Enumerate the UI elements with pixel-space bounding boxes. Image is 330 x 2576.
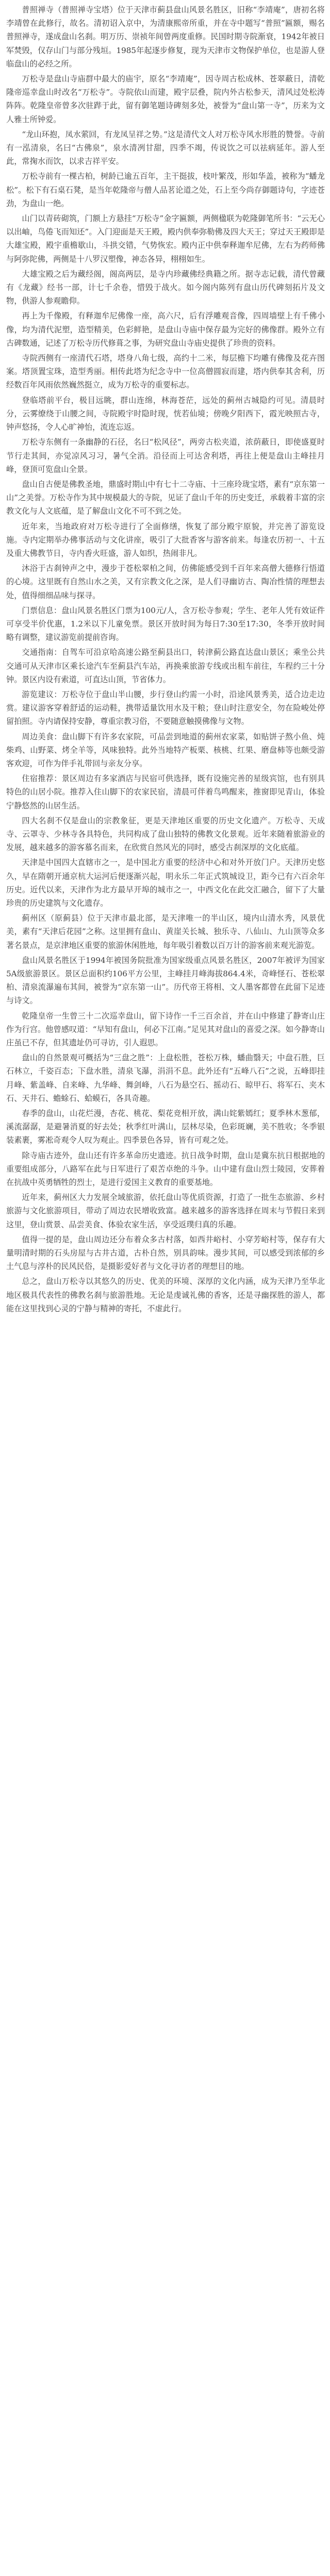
paragraph: 万松寺是盘山寺庙群中最大的庙宇，原名“李靖庵”，因寺周古松成林、苍翠蔽日，清乾隆帝巡幸盘山时改名“万松寺”。寺院依山而建，殿宇层叠，院内外古松参天，清风过处松涛阵阵。乾隆皇帝曾多次驻跸于此，留有御笔题诗碑刻多处，被誉为“盘山第一寺”，历来为文人雅士所钟爱。 <box>6 74 325 124</box>
paragraph: 寺院西侧有一座清代石塔，塔身八角七级，高约十二米，每层檐下均雕有佛像及花卉图案。塔顶置宝珠，造型秀丽。相传此塔为纪念寺中一位高僧圆寂而建，塔内供奉其舍利，历经数百年风雨依然巍然挺立，成为万松寺的重要标志。 <box>6 353 325 390</box>
paragraph: 四大名刹不仅是盘山的宗教象征，更是天津地区重要的历史文化遗产。万松寺、天成寺、云罩寺、少林寺各具特色，共同构成了盘山独特的佛教文化景观。近年来随着旅游业的发展，越来越多的游客慕名而来，在欣赏自然风光的同时，感受古刹深厚的文化底蕴。 <box>6 816 325 853</box>
paragraph: 沐浴于古刹钟声之中，漫步于苍松翠柏之间，仿佛能感受到千百年来高僧大德修行悟道的心境。这里既有自然山水之美，又有宗教文化之深，是人们寻幽访古、陶冶性情的理想去处，值得细细品味与探寻。 <box>6 564 325 600</box>
paragraph: 万松寺东侧有一条幽静的石径，名曰“松风径”，两旁古松夹道，浓荫蔽日，即使盛夏时节行走其间，亦觉凉风习习，暑气全消。沿径而上可达舍利塔，再往上便是盘山主峰挂月峰，登顶可览盘山全景。 <box>6 437 325 474</box>
paragraph: 万松寺前有一棵古柏，树龄已逾五百年，主干挺拔，枝叶繁茂，形如华盖，被称为“蟠龙松”。松下有石桌石凳，是当年乾隆帝与僧人品茗论道之处，石上至今尚存御题诗句，字迹苍劲，为盘山一绝。 <box>6 172 325 208</box>
paragraph: 门票信息：盘山风景名胜区门票为100元/人，含万松寺参观；学生、老年人凭有效证件可享受半价优惠，1.2米以下儿童免票。景区开放时间为每日7:30至17:30，冬季开放时间略有调整，建议游览前提前咨询。 <box>6 605 325 642</box>
paragraph: 盘山的自然景观可概括为“三盘之胜”：上盘松胜，苍松万株，蟠曲翳天；中盘石胜，巨石林立，千姿百态；下盘水胜，清泉飞瀑，涓涓不息。此外还有“五峰八石”之说，五峰即挂月峰、紫盖峰、自来峰、九华峰、舞剑峰，八石为悬空石、摇动石、晾甲石、将军石、夹木石、天井石、蟾蜍石、蛤蟆石，各具奇趣。 <box>6 1053 325 1103</box>
paragraph: 盘山自古便是佛教圣地，鼎盛时期山中有七十二寺庙、十三座玲珑宝塔，素有“京东第一山”之美誉。万松寺作为其中规模最大的寺院，见证了盘山千年的历史变迁，承载着丰富的宗教文化与人文底蕴，是了解盘山文化不可不到之处。 <box>6 479 325 516</box>
paragraph: 近年来，当地政府对万松寺进行了全面修缮，恢复了部分殿宇原貌，并完善了游览设施。寺内定期举办佛事活动与文化讲座，吸引了大批香客与游客前来。每逢农历初一、十五及重大佛教节日，寺内香火旺盛，游人如织，热闹非凡。 <box>6 521 325 558</box>
paragraph: 游览建议：万松寺位于盘山半山腰，步行登山约需一小时，沿途风景秀美，适合边走边赏。建议游客穿着舒适的运动鞋，携带适量饮用水及干粮；登山时注意安全，勿在险峻处停留拍照。寺内请保持安静，尊重宗教习俗，不要随意触摸佛像与文物。 <box>6 689 325 726</box>
paragraph: 山门以青砖砌筑，门额上方悬挂“万松寺”金字匾额，两侧楹联为乾隆御笔所书：“云无心以出岫，鸟倦飞而知还”。入门迎面是天王殿，殿内供奉弥勒佛及四大天王；穿过天王殿即是大雄宝殿，殿宇重檐歇山，斗拱交错，气势恢宏。殿内正中供奉释迦牟尼佛，左右为药师佛与阿弥陀佛，两侧是十八罗汉塑像，神态各异，栩栩如生。 <box>6 214 325 264</box>
paragraph: 大雄宝殿之后为藏经阁，阁高两层，是寺内珍藏佛经典籍之所。据寺志记载，清代曾藏有《龙藏》经书一部，计七千余卷，惜毁于战火。如今阁内陈列有盘山历代碑刻拓片及文物，供游人参观瞻仰。 <box>6 269 325 306</box>
paragraph: 近年来，蓟州区大力发展全域旅游，依托盘山等优质资源，打造了一批生态旅游、乡村旅游与文化旅游项目，带动了周边农民增收致富。越来越多的游客选择在周末与节假日来到这里，登山赏景、品尝美食、体验农家生活，享受返璞归真的乐趣。 <box>6 1193 325 1229</box>
paragraph: 春季的盘山，山花烂漫，杏花、桃花、梨花竞相开放，满山姹紫嫣红；夏季林木葱郁，溪流潺潺，是避暑消夏的好去处；秋季红叶满山，层林尽染，色彩斑斓，美不胜收；冬季银装素裹，雾凇奇观令人叹为观止。四季景色各异，皆有可观之处。 <box>6 1109 325 1145</box>
paragraph: 登临塔前平台，极目远眺，群山连绵，林海苍茫，远处的蓟州古城隐约可见。清晨时分，云雾缭绕于山腰之间，寺院殿宇时隐时现，恍若仙境；傍晚夕阳西下，霞光映照古寺，钟声悠扬，令人心旷神怡，流连忘返。 <box>6 395 325 432</box>
paragraph: 交通指南：自驾车可沿京哈高速公路至蓟县出口，转津蓟公路直达盘山景区；乘坐公共交通可从天津市区乘长途汽车至蓟县汽车站，再换乘旅游专线或出租车前往，车程约三十分钟。景区内设有索道，可直达山顶，节省体力。 <box>6 648 325 684</box>
paragraph: 总之，盘山万松寺以其悠久的历史、优美的环境、深厚的文化内涵，成为天津乃至华北地区极具代表性的佛教名刹与旅游胜地。无论是虔诚礼佛的香客，还是寻幽探胜的游人，都能在这里找到心灵的宁静与精神的寄托，不虚此行。 <box>6 1277 325 1313</box>
paragraph: 盘山风景名胜区于1994年被国务院批准为国家级重点风景名胜区，2007年被评为国家5A级旅游景区。景区总面积约106平方公里，主峰挂月峰海拔864.4米，奇峰怪石、苍松翠柏、清泉流瀑遍布其间，被誉为“京东第一山”。历代帝王将相、文人墨客都曾在此留下足迹与诗文。 <box>6 955 325 1006</box>
paragraph: 值得一提的是，盘山周边还分布着众多古村落，如西井峪村、小穿芳峪村等，保存有大量明清时期的石头房屋与古井古道，古朴自然，别具韵味。漫步其间，可以感受到浓郁的乡土气息与淳朴的民风民俗，是摄影爱好者与文化寻访者的理想目的地。 <box>6 1234 325 1272</box>
paragraph: 乾隆皇帝一生曾三十二次巡幸盘山，留下诗作一千三百余首，并在山中修建了静寄山庄作为行宫。他曾感叹道：“早知有盘山，何必下江南。”足见其对盘山的喜爱之深。如今静寄山庄虽已不存，但其遗址仍可寻访，引人遐思。 <box>6 1011 325 1048</box>
paragraph: 蓟州区（原蓟县）位于天津市最北部，是天津唯一的半山区，境内山清水秀，风景优美，素有“天津后花园”之称。这里拥有盘山、黄崖关长城、独乐寺、八仙山、九山顶等众多著名景点，是京津地区重要的旅游休闲胜地，每年吸引着数以百万计的游客前来观光游览。 <box>6 913 325 950</box>
paragraph: 普照禅寺（普照禅寺宝塔）位于天津市蓟县盘山风景名胜区，旧称“李靖庵”，唐初名将李靖曾在此修行，故名。清初诏入京中，为清康熙帝所重，并在寺中题写“普照”匾额，赐名普照禅寺，遂成盘山名刹。明万历、崇祯年间曾两度重修。民国时期寺院渐衰，1942年被日军焚毁，仅存山门与部分残垣。1985年起逐步修复，现为天津市文物保护单位，也是游人登临盘山的必经之所。 <box>6 5 325 69</box>
paragraph: 周边美食：盘山脚下有许多农家院，可品尝到地道的蓟州农家菜，如贴饼子熬小鱼、炖柴鸡、山野菜、烤全羊等，风味独特。此外当地特产板栗、核桃、红果、磨盘柿等也颇受游客欢迎，可作为伴手礼带回与亲友分享。 <box>6 732 325 768</box>
paragraph: “龙山环抱，凤水萦回，有龙凤呈祥之势。”这是清代文人对万松寺风水形胜的赞誉。寺前有一泓清泉，名曰“古佛泉”，泉水清冽甘甜，四季不竭，传说饮之可以祛病延年。游人至此，常掬水而饮，以求吉祥平安。 <box>6 129 325 166</box>
paragraph: 除寺庙古迹外，盘山还有许多革命历史遗迹。抗日战争时期，盘山是冀东抗日根据地的重要组成部分，八路军在此与日军进行了艰苦卓绝的斗争。山中建有盘山烈士陵园，安葬着在抗战中英勇牺牲的烈士，是进行爱国主义教育的重要基地。 <box>6 1150 325 1188</box>
paragraph: 天津是中国四大直辖市之一，是中国北方重要的经济中心和对外开放门户。天津历史悠久，早在隋朝开通京杭大运河后便逐渐兴起，明永乐二年正式筑城设卫，距今已有六百余年历史。近代以来，天津作为北方最早开埠的城市之一，中西文化在此交汇融合，留下了大量珍贵的历史建筑与文化遗存。 <box>6 858 325 908</box>
paragraph: 再上为千像殿，有释迦牟尼佛像一座，高六尺，后有浮雕观音像，四周墙壁上有千佛小像，均为清代泥塑，造型精美，色彩鲜艳，是盘山寺庙中保存最为完好的佛像群。殿外立有古碑数通，记述了万松寺历代修葺之事，为研究盘山寺庙史提供了珍贵的资料。 <box>6 311 325 348</box>
paragraph: 住宿推荐：景区周边有多家酒店与民宿可供选择，既有设施完善的星级宾馆，也有别具特色的山居小院。推荐入住山脚下的农家民宿，清晨可伴着鸟鸣醒来，推窗即见青山，体验宁静悠然的山居生活。 <box>6 774 325 810</box>
